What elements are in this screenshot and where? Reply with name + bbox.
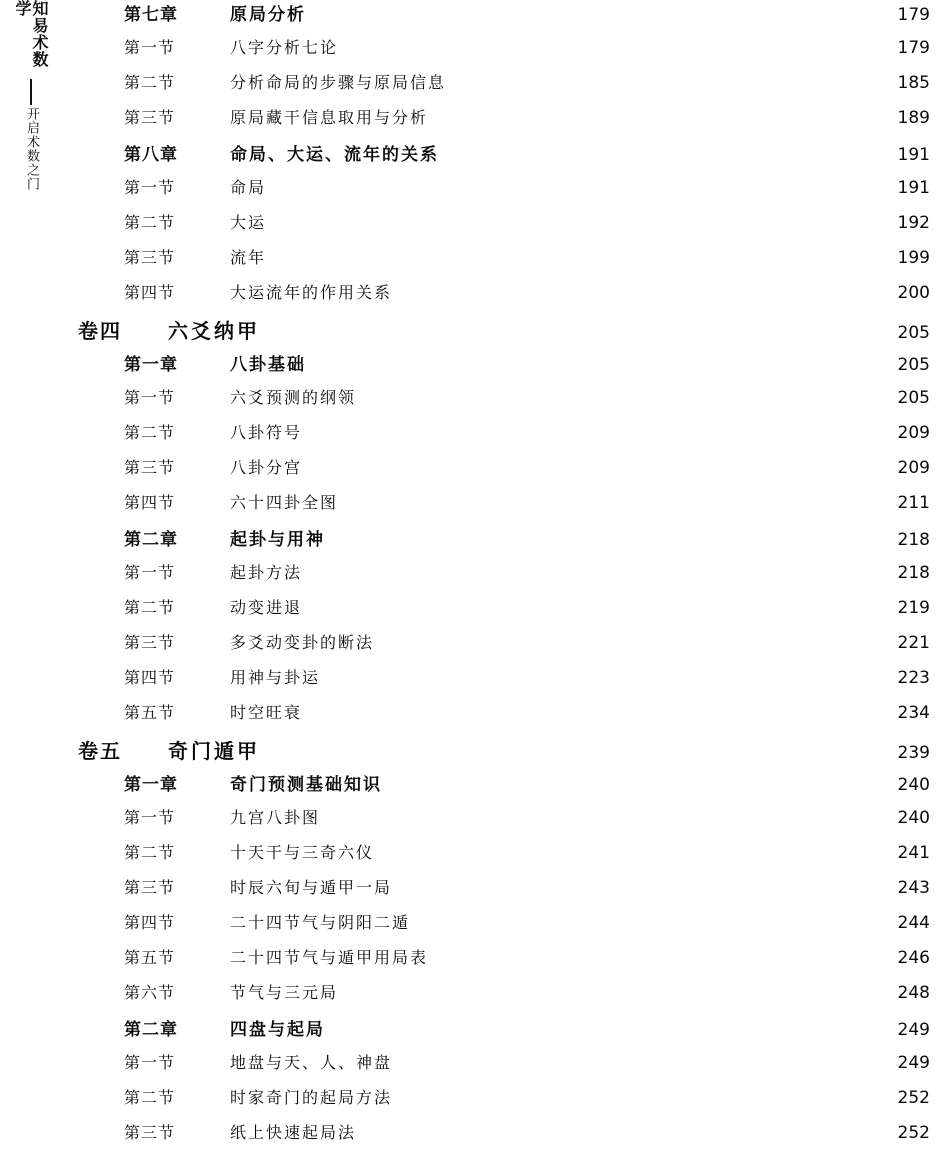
toc-entry-volume[interactable] xyxy=(78,315,930,350)
toc-entry-section[interactable] xyxy=(124,805,930,840)
toc-entry-section[interactable] xyxy=(124,385,930,420)
toc-entry-page-number: 191 xyxy=(897,178,930,198)
toc-entry-section[interactable] xyxy=(124,245,930,280)
toc-entry-label: 第三节 xyxy=(124,458,176,477)
toc-entry-label: 第六节 xyxy=(124,983,176,1002)
toc-entry-page-number: 179 xyxy=(897,5,930,25)
toc-entry-title: 二十四节气与阴阳二遁 xyxy=(230,913,411,932)
toc-leader-dots xyxy=(382,647,880,648)
toc-leader-dots xyxy=(400,892,880,893)
toc-entry-section[interactable] xyxy=(124,700,930,735)
toc-leader-dots xyxy=(454,87,880,88)
toc-entry-chapter[interactable] xyxy=(124,1015,930,1050)
toc-entry-chapter[interactable] xyxy=(124,770,930,805)
toc-leader-dots xyxy=(436,962,880,963)
spine-subtitle: 开启术数之门 xyxy=(24,107,39,191)
toc-entry-page-number: 179 xyxy=(897,38,930,58)
toc-leader-dots xyxy=(390,789,880,790)
spine-main-title: 知易术数学 xyxy=(13,0,49,68)
toc-leader-dots xyxy=(382,857,880,858)
toc-entry-page-number: 221 xyxy=(897,633,930,653)
toc-entry-label: 第一节 xyxy=(124,563,176,582)
toc-leader-dots xyxy=(310,472,880,473)
toc-entry-title: 用神与卦运 xyxy=(230,668,321,687)
toc-entry-label: 第四节 xyxy=(124,913,176,932)
toc-leader-dots xyxy=(328,822,880,823)
toc-entry-label: 第一节 xyxy=(124,1053,176,1072)
toc-entry-page-number: 234 xyxy=(897,703,930,723)
toc-entry-label: 第一节 xyxy=(124,808,176,827)
toc-entry-section[interactable] xyxy=(124,875,930,910)
toc-entry-title: 流年 xyxy=(230,248,267,267)
toc-entry-page-number: 243 xyxy=(897,878,930,898)
toc-leader-dots xyxy=(310,577,880,578)
toc-entry-section[interactable] xyxy=(124,175,930,210)
toc-entry-chapter[interactable] xyxy=(124,140,930,175)
toc-entry-title: 大运流年的作用关系 xyxy=(230,283,393,302)
toc-entry-label: 第一节 xyxy=(124,38,176,57)
toc-entry-label: 第八章 xyxy=(124,145,178,165)
toc-entry-title: 纸上快速起局法 xyxy=(230,1123,357,1142)
toc-entry-section[interactable] xyxy=(124,490,930,525)
toc-entry-section[interactable] xyxy=(124,1120,930,1155)
toc-entry-label: 第一节 xyxy=(124,388,176,407)
toc-entry-section[interactable] xyxy=(124,630,930,665)
toc-entry-page-number: 240 xyxy=(897,775,930,795)
toc-entry-title: 命局、大运、流年的关系 xyxy=(230,145,439,165)
book-spine xyxy=(8,0,54,300)
toc-entry-page-number: 191 xyxy=(897,145,930,165)
toc-leader-dots xyxy=(418,927,880,928)
toc-entry-chapter[interactable] xyxy=(124,0,930,35)
toc-entry-title: 动变进退 xyxy=(230,598,303,617)
toc-entry-title: 奇门预测基础知识 xyxy=(230,775,382,795)
toc-entry-title: 六十四卦全图 xyxy=(230,493,339,512)
toc-entry-title: 起卦与用神 xyxy=(230,530,325,550)
toc-entry-section[interactable] xyxy=(124,945,930,980)
toc-entry-page-number: 252 xyxy=(897,1123,930,1143)
toc-entry-label: 第二章 xyxy=(124,530,178,550)
toc-entry-title: 分析命局的步骤与原局信息 xyxy=(230,73,447,92)
toc-entry-section[interactable] xyxy=(124,210,930,245)
toc-entry-title: 六爻预测的纲领 xyxy=(230,388,357,407)
toc-entry-title: 八卦符号 xyxy=(230,423,303,442)
toc-entry-title: 时空旺衰 xyxy=(230,703,303,722)
toc-entry-title: 八字分析七论 xyxy=(230,38,339,57)
toc-entry-label: 第三节 xyxy=(124,248,176,267)
toc-entry-title: 多爻动变卦的断法 xyxy=(230,633,375,652)
toc-entry-title: 十天干与三奇六仪 xyxy=(230,843,375,862)
toc-leader-dots xyxy=(310,612,880,613)
toc-entry-label: 卷四 xyxy=(78,319,122,343)
toc-entry-page-number: 185 xyxy=(897,73,930,93)
toc-leader-dots xyxy=(310,437,880,438)
toc-leader-dots xyxy=(274,192,880,193)
toc-entry-label: 第一章 xyxy=(124,355,178,375)
toc-entry-page-number: 244 xyxy=(897,913,930,933)
toc-leader-dots xyxy=(333,544,880,545)
toc-entry-section[interactable] xyxy=(124,280,930,315)
toc-entry-title: 时辰六旬与遁甲一局 xyxy=(230,878,393,897)
toc-entry-page-number: 246 xyxy=(897,948,930,968)
toc-entry-label: 第三节 xyxy=(124,633,176,652)
toc-entry-volume[interactable] xyxy=(78,735,930,770)
toc-entry-page-number: 189 xyxy=(897,108,930,128)
toc-entry-title: 奇门遁甲 xyxy=(168,739,260,763)
toc-entry-title: 八卦基础 xyxy=(230,355,306,375)
toc-entry-label: 第一章 xyxy=(124,775,178,795)
toc-entry-label: 第二节 xyxy=(124,213,176,232)
toc-entry-title: 节气与三元局 xyxy=(230,983,339,1002)
toc-entry-title: 地盘与天、人、神盘 xyxy=(230,1053,393,1072)
toc-entry-section[interactable] xyxy=(124,1050,930,1085)
toc-entry-page-number: 252 xyxy=(897,1088,930,1108)
toc-entry-page-number: 199 xyxy=(897,248,930,268)
toc-leader-dots xyxy=(310,717,880,718)
toc-leader-dots xyxy=(346,507,880,508)
toc-entry-page-number: 218 xyxy=(897,530,930,550)
toc-entry-section[interactable] xyxy=(124,35,930,70)
toc-entry-section[interactable] xyxy=(124,910,930,945)
toc-entry-page-number: 211 xyxy=(897,493,930,513)
toc-entry-title: 原局藏干信息取用与分析 xyxy=(230,108,429,127)
toc-entry-label: 第二节 xyxy=(124,1088,176,1107)
toc-entry-label: 第四节 xyxy=(124,493,176,512)
toc-entry-section[interactable] xyxy=(124,1085,930,1120)
toc-entry-label: 第三节 xyxy=(124,108,176,127)
spine-divider xyxy=(30,79,32,105)
toc-entry-title: 二十四节气与遁甲用局表 xyxy=(230,948,429,967)
toc-entry-page-number: 209 xyxy=(897,458,930,478)
toc-entry-label: 第二章 xyxy=(124,1020,178,1040)
toc-leader-dots xyxy=(346,52,880,53)
toc-entry-title: 原局分析 xyxy=(230,5,306,25)
toc-leader-dots xyxy=(400,1067,880,1068)
toc-leader-dots xyxy=(346,997,880,998)
toc-entry-label: 第四节 xyxy=(124,668,176,687)
toc-leader-dots xyxy=(274,262,880,263)
toc-entry-page-number: 239 xyxy=(897,743,930,763)
toc-entry-title: 起卦方法 xyxy=(230,563,303,582)
toc-entry-page-number: 205 xyxy=(897,323,930,343)
toc-leader-dots xyxy=(328,682,880,683)
toc-leader-dots xyxy=(400,1102,880,1103)
toc-entry-label: 第一节 xyxy=(124,178,176,197)
toc-entry-label: 第二节 xyxy=(124,843,176,862)
toc-entry-label: 第二节 xyxy=(124,598,176,617)
toc-entry-page-number: 205 xyxy=(897,355,930,375)
toc-entry-title: 大运 xyxy=(230,213,267,232)
toc-leader-dots xyxy=(268,757,880,758)
toc-entry-title: 六爻纳甲 xyxy=(168,319,260,343)
toc-entry-title: 四盘与起局 xyxy=(230,1020,325,1040)
toc-entry-label: 第四节 xyxy=(124,283,176,302)
toc-entry-label: 第五节 xyxy=(124,703,176,722)
toc-entry-title: 时家奇门的起局方法 xyxy=(230,1088,393,1107)
toc-entry-chapter[interactable] xyxy=(124,525,930,560)
toc-entry-page-number: 200 xyxy=(897,283,930,303)
toc-leader-dots xyxy=(333,1034,880,1035)
toc-entry-section[interactable] xyxy=(124,420,930,455)
toc-entry-page-number: 218 xyxy=(897,563,930,583)
toc-entry-page-number: 249 xyxy=(897,1053,930,1073)
toc-entry-page-number: 249 xyxy=(897,1020,930,1040)
toc-entry-page-number: 192 xyxy=(897,213,930,233)
toc-entry-label: 第三节 xyxy=(124,1123,176,1142)
toc-leader-dots xyxy=(436,122,880,123)
toc-entry-title: 命局 xyxy=(230,178,267,197)
toc-entry-page-number: 209 xyxy=(897,423,930,443)
toc-entry-label: 卷五 xyxy=(78,739,122,763)
toc-entry-label: 第七章 xyxy=(124,5,178,25)
toc-entry-section[interactable] xyxy=(124,665,930,700)
toc-entry-section[interactable] xyxy=(124,595,930,630)
toc-entry-section[interactable] xyxy=(124,455,930,490)
toc-entry-section[interactable] xyxy=(124,840,930,875)
toc-leader-dots xyxy=(268,337,880,338)
table-of-contents xyxy=(70,0,930,1155)
toc-entry-page-number: 223 xyxy=(897,668,930,688)
toc-entry-section[interactable] xyxy=(124,560,930,595)
toc-leader-dots xyxy=(314,19,880,20)
toc-entry-page-number: 248 xyxy=(897,983,930,1003)
toc-entry-chapter[interactable] xyxy=(124,350,930,385)
toc-entry-section[interactable] xyxy=(124,105,930,140)
toc-leader-dots xyxy=(314,369,880,370)
toc-leader-dots xyxy=(274,227,880,228)
toc-leader-dots xyxy=(364,402,880,403)
toc-entry-title: 八卦分宫 xyxy=(230,458,303,477)
toc-entry-label: 第二节 xyxy=(124,423,176,442)
toc-entry-label: 第二节 xyxy=(124,73,176,92)
toc-entry-page-number: 241 xyxy=(897,843,930,863)
toc-entry-page-number: 219 xyxy=(897,598,930,618)
toc-entry-title: 九宫八卦图 xyxy=(230,808,321,827)
toc-entry-page-number: 205 xyxy=(897,388,930,408)
toc-entry-section[interactable] xyxy=(124,980,930,1015)
toc-entry-page-number: 240 xyxy=(897,808,930,828)
toc-entry-label: 第五节 xyxy=(124,948,176,967)
toc-leader-dots xyxy=(364,1137,880,1138)
toc-entry-label: 第三节 xyxy=(124,878,176,897)
toc-leader-dots xyxy=(400,297,880,298)
toc-entry-section[interactable] xyxy=(124,70,930,105)
toc-leader-dots xyxy=(447,159,880,160)
